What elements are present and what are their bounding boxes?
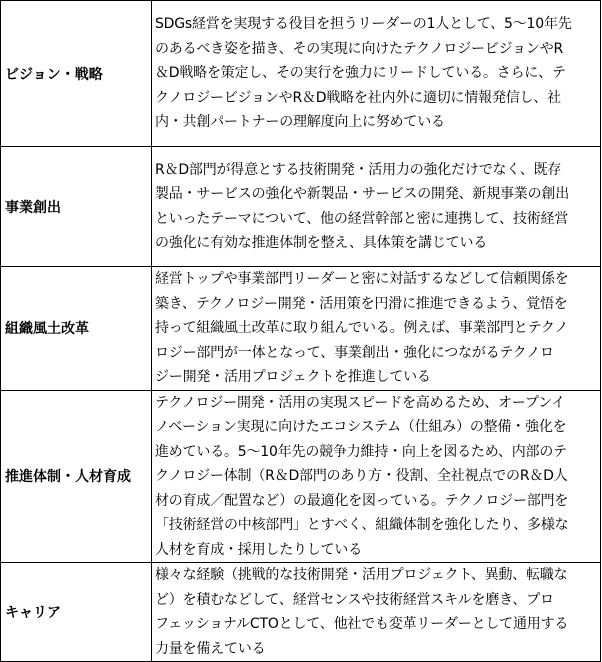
description-line: 材の育成／配置など）の最適化を図っている。テクノロジー部門を [155, 492, 569, 509]
description-line: 持って組織風土改革に取り組んでいる。例えば、事業部門とテクノ [155, 320, 569, 336]
description-line: ノベーション実現に向けたエコシステム（仕組み）の整備・強化を [155, 419, 567, 435]
description-line: 製品・サービスの強化や新製品・サービスの開発、新規事業の創出 [155, 186, 569, 202]
description-line: 経営トップや事業部門リーダーと密に対話するなどして信頼関係を [155, 271, 569, 287]
description-line: 様々な経験（挑戦的な技術開発・活用プロジェクト、異動、転職な [155, 567, 568, 583]
table-row [1, 1, 601, 147]
description-line: 力量を備えている [155, 640, 266, 657]
row-description [152, 267, 601, 391]
row-description [152, 147, 601, 267]
table-row [1, 147, 601, 267]
description-line: 「技術経営の中核部門」とすべく、組織体制を強化したり、多様な [155, 517, 569, 533]
description-line: 築き、テクノロジー開発・活用策を円滑に推進できるよう、覚悟を [155, 295, 568, 312]
row-label: ビジョン・戦略 [1, 1, 152, 147]
row-label: キャリア [1, 563, 152, 662]
description-line: テクノロジー開発・活用の実現スピードを高めるため、オープンイ [155, 394, 566, 411]
description-line: の強化に有効な推進体制を整え、具体策を講じている [155, 235, 488, 251]
description-line: SDGs経営を実現する役目を担うリーダーの1人として、5〜10年先 [155, 16, 572, 33]
description-line: 進めている。5〜10年先の競争力維持・向上を図るため、内部のテ [155, 443, 567, 460]
description-line: クノロジービジョンやR＆D戦略を社内外に適切に情報発信し、社 [155, 89, 561, 106]
row-description [152, 563, 601, 662]
description-line: クノロジー体制（R＆D部門のあり方・役割、全社視点でのR＆D人 [155, 468, 568, 484]
row-label: 推進体制・人材育成 [1, 390, 152, 563]
table-row [1, 390, 601, 563]
description-line: フェッショナルCTOとして、他社でも変革リーダーとして通用する [155, 616, 569, 632]
table-row [1, 267, 601, 391]
description-line: といったテーマについて、他の経営幹部と密に連携して、技術経営 [155, 210, 569, 227]
description-line: 内・共創パートナーの理解度向上に努めている [155, 114, 445, 131]
table-row [1, 563, 601, 662]
description-line: 人材を育成・採用したりしている [155, 541, 362, 558]
row-description [152, 1, 601, 147]
description-line: ＆D戦略を策定し、その実行を強力にリードしている。さらに、テ [155, 65, 566, 82]
description-line: ど）を積むなどして、経営センスや技術経営スキルを磨き、プロ [155, 591, 554, 608]
row-description [152, 390, 601, 563]
description-line: R＆D部門が得意とする技術開発・活用力の強化だけでなく、既存 [155, 161, 562, 178]
description-line: のあるべき姿を描き、その実現に向けたテクノロジービジョンやR [155, 40, 564, 57]
description-line: ジー開発・活用プロジェクトを推進している [155, 369, 431, 385]
row-label: 組織風土改革 [1, 267, 152, 391]
row-label: 事業創出 [1, 147, 152, 267]
description-line: ロジー部門が一体となって、事業創出・強化につながるテクノロ [155, 344, 554, 361]
